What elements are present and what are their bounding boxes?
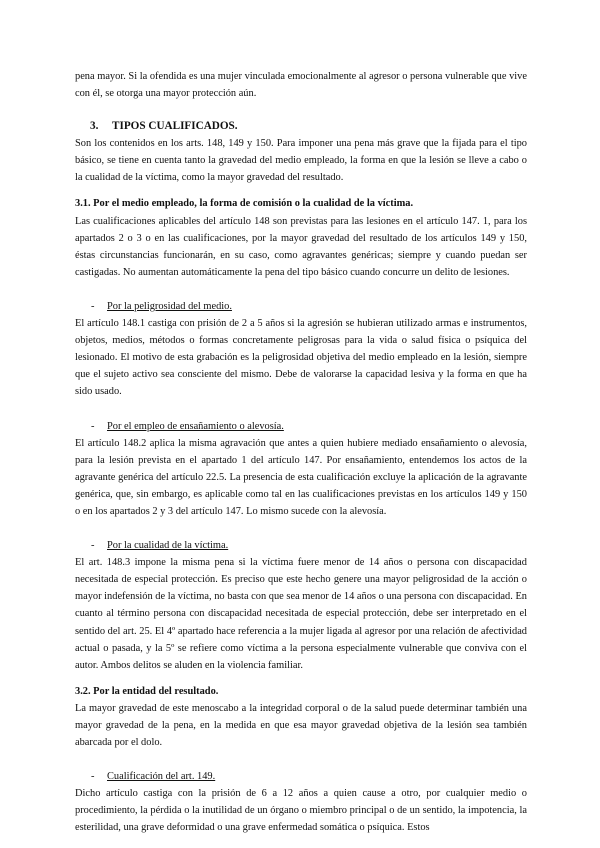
document-body (75, 68, 527, 837)
section-title: TIPOS CUALIFICADOS. (112, 120, 238, 133)
subsection-heading: 3.2. Por la entidad del resultado. (75, 685, 219, 697)
subsection-heading: 3.1. Por el medio empleado, la forma de comisión o la cualidad de la víctima. (75, 198, 414, 210)
bullet-dash: - (91, 420, 95, 432)
section-number: 3. (90, 120, 99, 133)
list-item-heading (91, 298, 527, 315)
list-item-heading (91, 768, 527, 785)
list-item-heading (91, 418, 527, 435)
list-item-title: Por el empleo de ensañamiento o alevosía. (107, 420, 284, 432)
subsection-paragraph: Las cualificaciones aplicables del artículo 148 son previstas para las lesiones en el artículo 147. 1, para los apartados 2 o 3 o en las cualificaciones, por la mayor gravedad del resultado de los artículos 149 y 150, éstas circunstancias funcionarán, en su caso, como agravantes genéricas; siempre y cuando puedan ser castigadas. No aumentan automáticamente la pena del tipo básico cuando concurre un delito de lesiones. (75, 215, 527, 278)
list-item-paragraph: El artículo 148.1 castiga con prisión de 2 a 5 años si la agresión se hubieran utilizado armas e instrumentos, objetos, medios, métodos o formas concretamente peligrosas para la vida o salud física o psíquica del lesionado. El motivo de esta grabación es la peligrosidad objetiva del medio empleado en la lesión, siempre que el sujeto activo sea consciente del mismo. Debe de valorarse la capacidad lesiva y la forma en que ha sido usado. (75, 318, 527, 398)
intro-paragraph: pena mayor. Si la ofendida es una mujer vinculada emocionalmente al agresor o persona vulnerable que vive con él, se otorga una mayor protección aún. (75, 71, 527, 100)
list-item-title: Por la peligrosidad del medio. (107, 300, 232, 312)
list-item-title: Por la cualidad de la víctima. (107, 540, 229, 552)
list-item-paragraph: El artículo 148.2 aplica la misma agravación que antes a quien hubiere mediado ensañamiento o alevosía, para la lesión prevista en el apartado 1 del artículo 147. Por ensañamiento, entendemos los actos de la agravante genérica del artículo 22.5. La presencia de esta cualificación excluye la aplicación de la agravante genérica, que, sin embargo, es aplicable como tal en las cualificaciones previstas en los artículos 149 y 150 o en los apartados 2 y 3 del artículo 147. Lo mismo sucede con la alevosía. (75, 437, 527, 517)
list-item-paragraph: El art. 148.3 impone la misma pena si la víctima fuere menor de 14 años o persona con discapacidad necesitada de especial protección. Es preciso que este hecho genere una mayor peligrosidad de la acción o mayor indefensión de la víctima, no basta con que sea menor de 14 años o una persona con discapacidad. En cuanto al término persona con discapacidad necesitada de especial protección, debe ser interpretado en el sentido del art. 25. El 4º apartado hace referencia a la mujer ligada al agresor por una relación de afectividad actual o pasada, y la 5º se refiere como víctima a la persona especialmente vulnerable que conviva con el autor. Ambos delitos se aluden en la violencia familiar. (75, 557, 527, 671)
bullet-dash: - (91, 540, 95, 552)
bullet-dash: - (91, 771, 95, 783)
list-item-title: Cualificación del art. 149. (107, 771, 216, 783)
subsection-paragraph: La mayor gravedad de este menoscabo a la integridad corporal o de la salud puede determinar también una mayor gravedad de la pena, en la medida en que esa mayor gravedad objetiva de la lesión sea también abarcada por el dolo. (75, 702, 527, 749)
bullet-dash: - (91, 300, 95, 312)
section-intro-paragraph: Son los contenidos en los arts. 148, 149 y 150. Para imponer una pena más grave que la fijada para el tipo básico, se tiene en cuenta tanto la gravedad del medio empleado, la forma en que la lesión se lleve a cabo o la cualidad de la víctima, como la mayor gravedad del resultado. (75, 138, 527, 184)
section-heading (90, 118, 527, 135)
list-item-paragraph: Dicho artículo castiga con la prisión de 6 a 12 años a quien cause a otro, por cualquier medio o procedimiento, la pérdida o la inutilidad de un órgano o miembro principal o de un sentido, la impotencia, la esterilidad, una grave deformidad o una grave enfermedad somática o psíquica. Estos (75, 788, 527, 834)
list-item-heading (91, 537, 527, 554)
